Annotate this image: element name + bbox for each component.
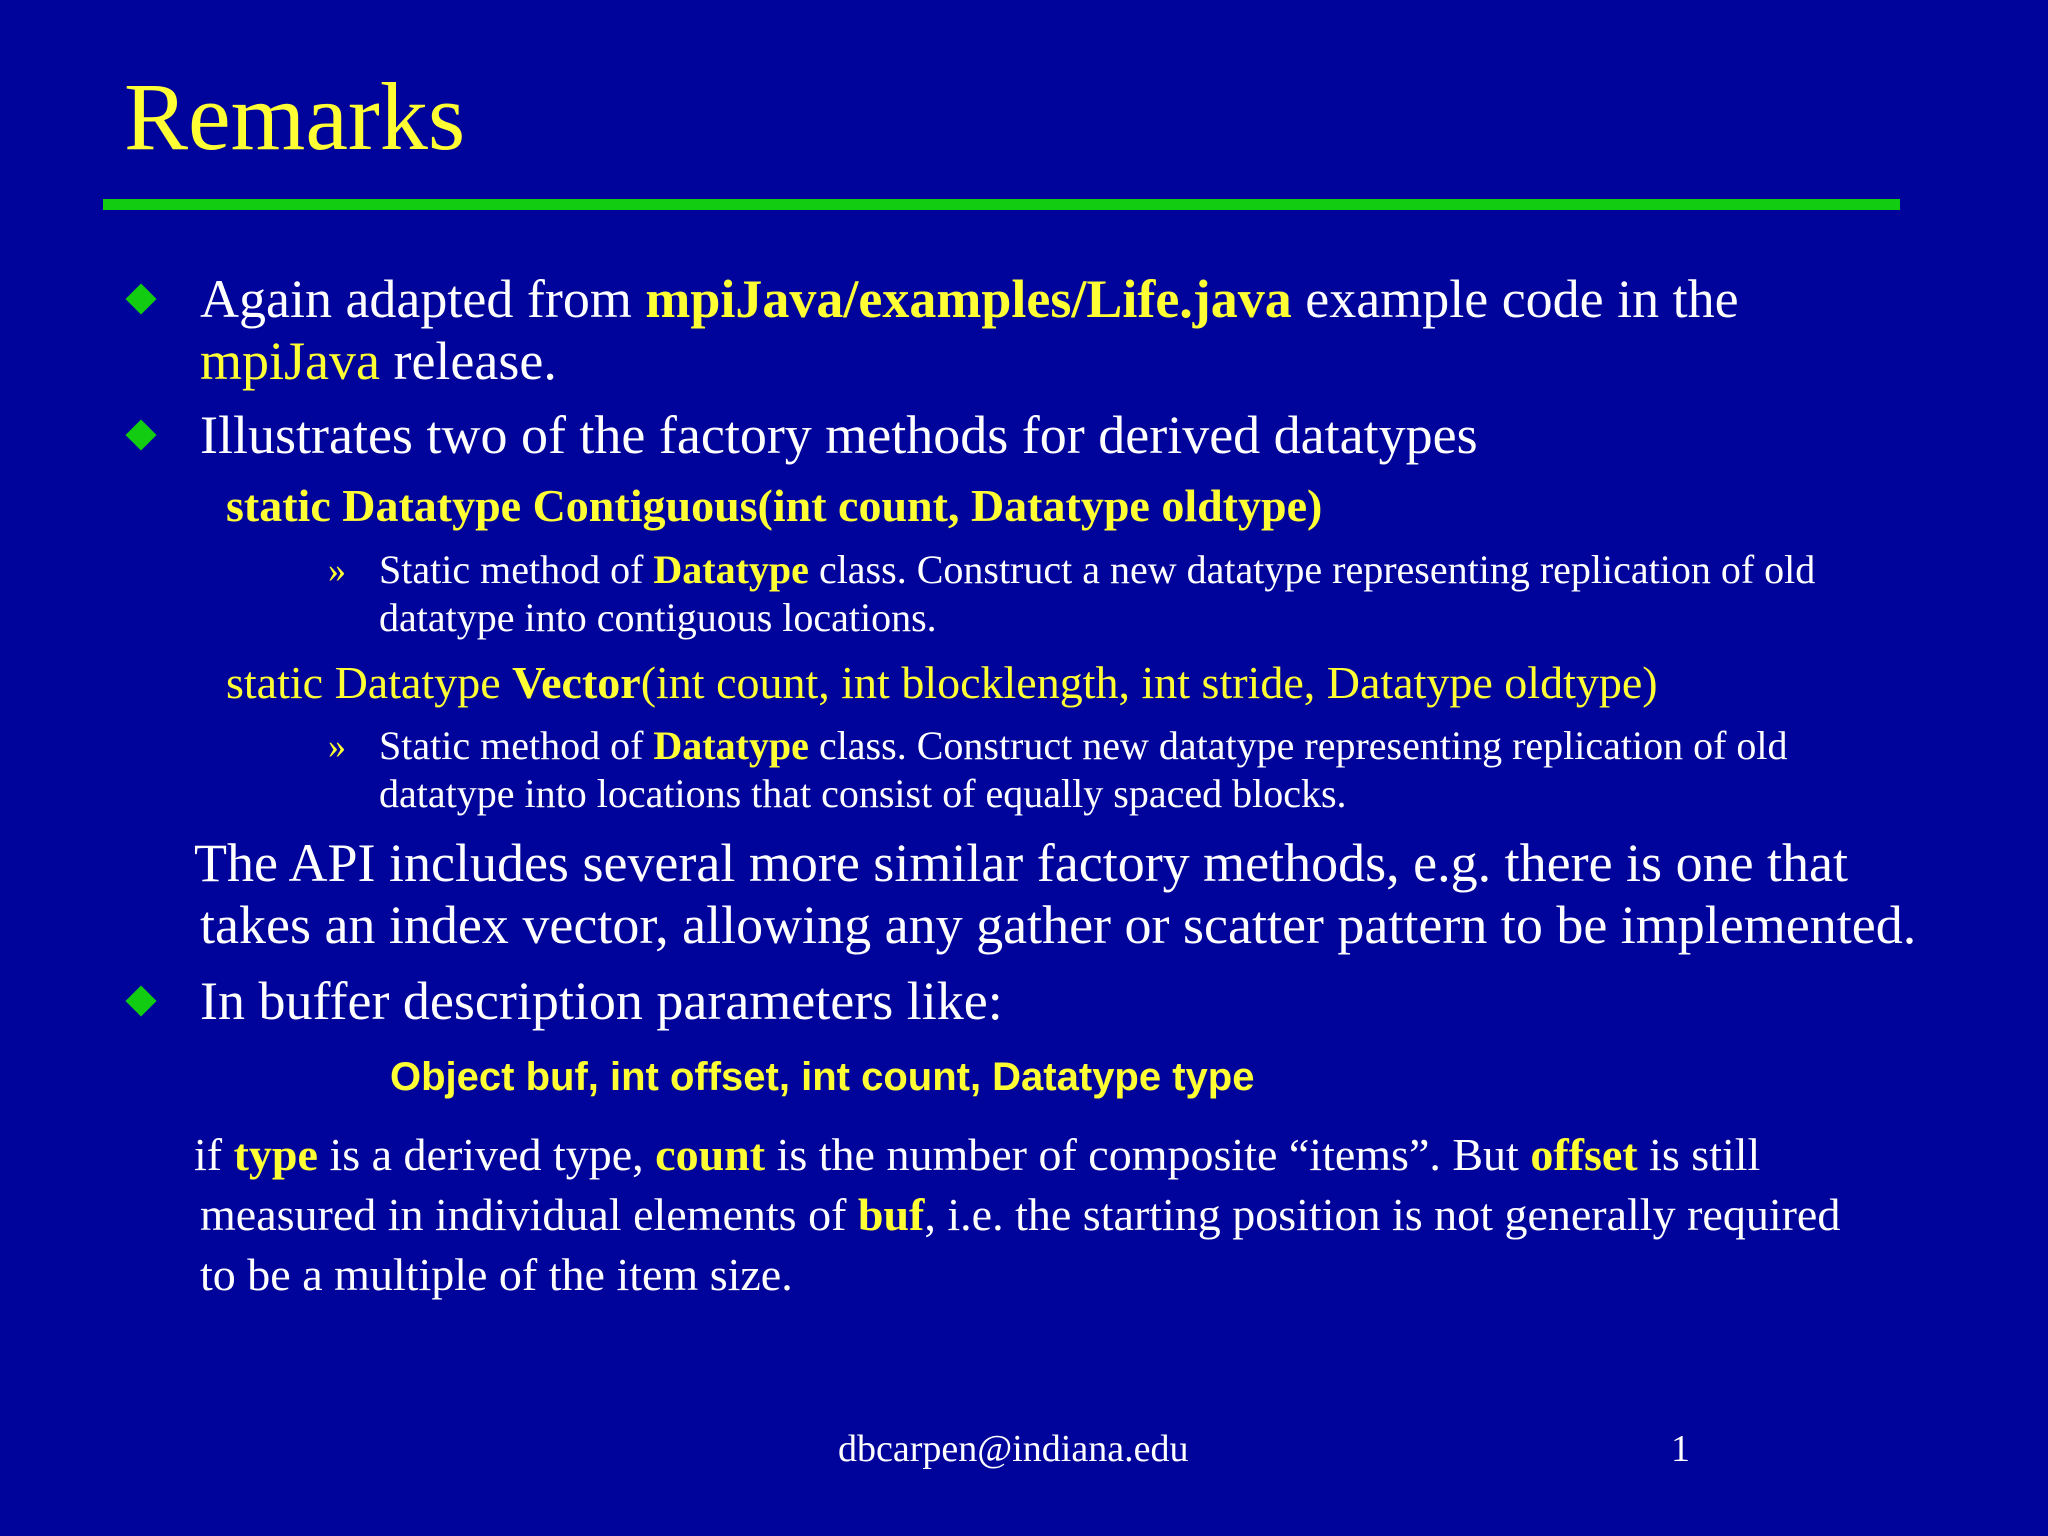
bullet1-text-b: example code in the — [1291, 269, 1739, 329]
method2-marker: » — [328, 726, 346, 766]
buffer-note-e: measured in individual elements of — [200, 1189, 858, 1240]
page-number: 1 — [1671, 1428, 1690, 1470]
slide-title: Remarks — [124, 63, 466, 170]
bullet1-line1 — [200, 268, 1739, 330]
method2-desc-line2: datatype into locations that consist of equally spaced blocks. — [379, 771, 1347, 816]
method1-desc-line2: datatype into contiguous locations. — [379, 595, 937, 640]
method2-desc-class: Datatype — [653, 723, 809, 768]
bullet1-release-name: mpiJava — [200, 331, 380, 391]
method2-desc-a: Static method of — [379, 723, 654, 768]
bullet1-text-a: Again adapted from — [200, 269, 646, 329]
buffer-params-code: Object buf, int offset, int count, Datatype type — [390, 1055, 1255, 1099]
bullet2-text: Illustrates two of the factory methods for derived datatypes — [200, 405, 1478, 465]
method1-desc-a: Static method of — [379, 547, 654, 592]
bullet-diamond-icon — [125, 283, 156, 314]
bullet1-line2 — [200, 330, 557, 392]
footer-email: dbcarpen@indiana.edu — [838, 1428, 1189, 1470]
method2-signature — [226, 656, 1658, 710]
title-divider — [103, 199, 1900, 210]
term-buf: buf — [857, 1189, 925, 1240]
buffer-note-b: is a derived type, — [317, 1129, 656, 1180]
buffer-note-line2 — [200, 1188, 1840, 1242]
bullet3-text: In buffer description parameters like: — [200, 971, 1003, 1031]
term-type: type — [233, 1129, 318, 1180]
method2-desc-line1 — [379, 722, 1788, 770]
method1-signature: static Datatype Contiguous(int count, Datatype oldtype) — [226, 480, 1323, 531]
buffer-note-f: , i.e. the starting position is not generally required — [924, 1189, 1841, 1240]
method1-marker: » — [328, 550, 346, 590]
method1-desc-b: class. Construct a new datatype representing replication of old — [808, 547, 1816, 592]
method2-sig-b: (int count, int blocklength, int stride, Datatype oldtype) — [640, 657, 1658, 708]
api-note-line2: takes an index vector, allowing any gather or scatter pattern to be implemented. — [200, 895, 1917, 955]
buffer-note-line1 — [194, 1128, 1760, 1182]
buffer-note-d: is still — [1637, 1129, 1761, 1180]
bullet-diamond-icon — [125, 419, 156, 450]
api-note-line1: The API includes several more similar factory methods, e.g. there is one that — [194, 833, 1849, 893]
bullet-diamond-icon — [125, 985, 156, 1016]
buffer-note-a: if — [194, 1129, 234, 1180]
buffer-note-c: is the number of composite “items”. But — [765, 1129, 1531, 1180]
buffer-note-line3: to be a multiple of the item size. — [200, 1249, 793, 1300]
bullet1-text-c: release. — [379, 331, 557, 391]
method1-desc-line1 — [379, 546, 1815, 594]
method2-desc-b: class. Construct new datatype representing replication of old — [808, 723, 1788, 768]
method2-sig-name: Vector — [512, 657, 641, 708]
method1-desc-class: Datatype — [653, 547, 809, 592]
method2-sig-a: static Datatype — [226, 657, 513, 708]
bullet1-code-path: mpiJava/examples/Life.java — [645, 269, 1292, 329]
term-count: count — [655, 1129, 766, 1180]
term-offset: offset — [1530, 1129, 1638, 1180]
